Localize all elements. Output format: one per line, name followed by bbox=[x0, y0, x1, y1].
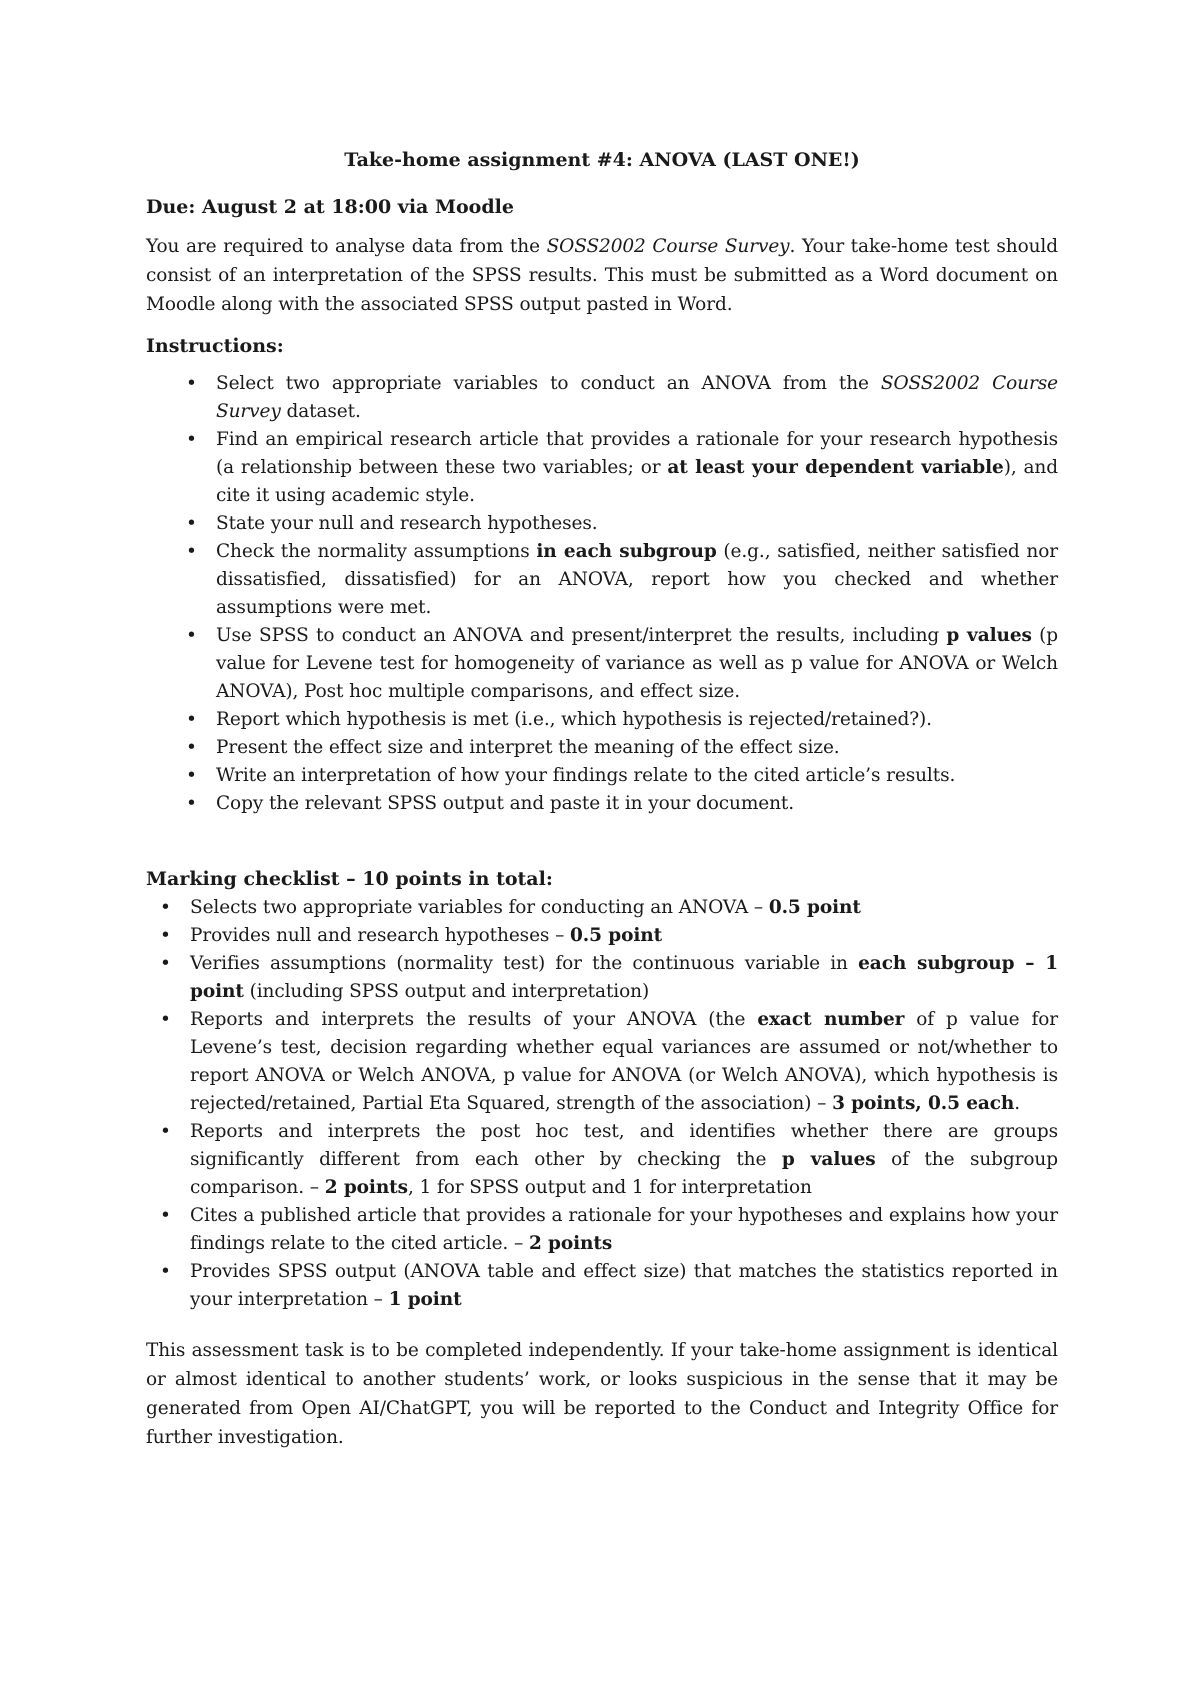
list-item: • Provides SPSS output (ANOVA table and effect size) that matches the statistics reported in your interpretation – 1 point bbox=[190, 1258, 1058, 1314]
list-item: • Report which hypothesis is met (i.e., which hypothesis is rejected/retained?). bbox=[216, 706, 1058, 734]
list-item: • Check the normality assumptions in each subgroup (e.g., satisfied, neither satisfied nor dissatisfied, dissatisfied) for an ANOVA, report how you checked and whether assumptions were met. bbox=[216, 538, 1058, 622]
bullet-icon: • bbox=[160, 1009, 171, 1031]
bullet-icon: • bbox=[186, 624, 197, 646]
list-item: • Reports and interprets the results of your ANOVA (the exact number of p value for Levene’s test, decision regarding whether equal variances are assumed or not/whether to report ANOVA or Welch ANOVA, p value for ANOVA (or Welch ANOVA), which hypothesis is rejected/retained, Partial Eta Squared, strength of the association) – 3 points, 0.5 each. bbox=[190, 1006, 1058, 1118]
list-item: • Copy the relevant SPSS output and paste it in your document. bbox=[216, 790, 1058, 818]
list-item: • Present the effect size and interpret the meaning of the effect size. bbox=[216, 734, 1058, 762]
list-item: • Provides null and research hypotheses – 0.5 point bbox=[190, 922, 1058, 950]
intro-text-c: . Your take-home test should consist of an interpretation of the SPSS results. This must be submitted as a Word document on Moodle along with the associated SPSS output pasted in Word. bbox=[146, 236, 1058, 316]
list-item: • Select two appropriate variables to conduct an ANOVA from the SOSS2002 Course Survey dataset. bbox=[216, 370, 1058, 426]
integrity-notice: This assessment task is to be completed independently. If your take-home assignment is identical or almost identical to another students’ work, or looks suspicious in the sense that it may be generated from Open AI/ChatGPT, you will be reported to the Conduct and Integrity Office for further investigation. bbox=[146, 1340, 1058, 1449]
list-item: • State your null and research hypotheses. bbox=[216, 510, 1058, 538]
marking-checklist bbox=[146, 894, 1058, 1314]
bullet-icon: • bbox=[160, 1261, 171, 1283]
bullet-icon: • bbox=[160, 925, 171, 947]
bullet-icon: • bbox=[186, 428, 197, 450]
bullet-icon: • bbox=[160, 953, 171, 975]
list-item: • Write an interpretation of how your findings relate to the cited article’s results. bbox=[216, 762, 1058, 790]
bullet-icon: • bbox=[160, 897, 171, 919]
bullet-icon: • bbox=[186, 792, 197, 814]
list-item: • Use SPSS to conduct an ANOVA and present/interpret the results, including p values (p value for Levene test for homogeneity of variance as well as p value for ANOVA or Welch ANOVA), Post hoc multiple comparisons, and effect size. bbox=[216, 622, 1058, 706]
intro-paragraph bbox=[146, 232, 1058, 319]
list-item: • Verifies assumptions (normality test) for the continuous variable in each subgroup – 1 point (including SPSS output and interpretation) bbox=[190, 950, 1058, 1006]
bullet-icon: • bbox=[160, 1205, 171, 1227]
bullet-icon: • bbox=[186, 736, 197, 758]
bullet-icon: • bbox=[186, 372, 197, 394]
bullet-icon: • bbox=[160, 1121, 171, 1143]
list-item: • Find an empirical research article that provides a rationale for your research hypothesis (a relationship between these two variables; or at least your dependent variable), and cite it using academic style. bbox=[216, 426, 1058, 510]
bullet-icon: • bbox=[186, 540, 197, 562]
bullet-icon: • bbox=[186, 708, 197, 730]
marking-checklist-heading: Marking checklist – 10 points in total: bbox=[146, 867, 553, 890]
instructions-list bbox=[146, 370, 1058, 818]
intro-text-a: You are required to analyse data from the bbox=[146, 236, 547, 258]
due-date: Due: August 2 at 18:00 via Moodle bbox=[146, 195, 514, 218]
instructions-heading: Instructions: bbox=[146, 335, 284, 358]
list-item: • Selects two appropriate variables for conducting an ANOVA – 0.5 point bbox=[190, 894, 1058, 922]
list-item: • Reports and interprets the post hoc test, and identifies whether there are groups significantly different from each other by checking the p values of the subgroup comparison. – 2 points, 1 for SPSS output and 1 for interpretation bbox=[190, 1118, 1058, 1202]
list-item: • Cites a published article that provides a rationale for your hypotheses and explains how your findings relate to the cited article. – 2 points bbox=[190, 1202, 1058, 1258]
bullet-icon: • bbox=[186, 512, 197, 534]
course-survey-name: SOSS2002 Course Survey bbox=[546, 236, 790, 258]
bullet-icon: • bbox=[186, 764, 197, 786]
document-title: Take-home assignment #4: ANOVA (LAST ONE!) bbox=[344, 149, 860, 171]
